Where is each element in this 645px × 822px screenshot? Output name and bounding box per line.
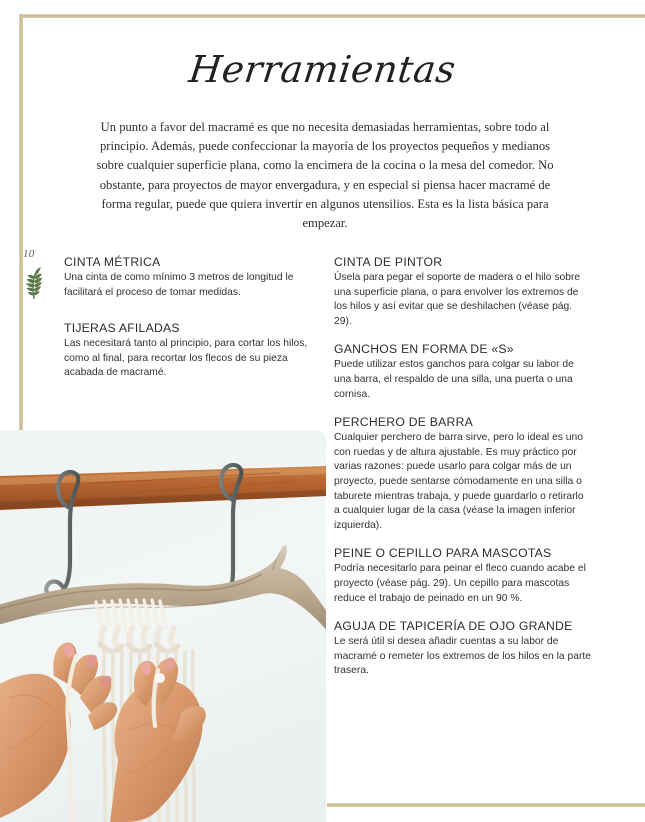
tool-heading: PERCHERO DE BARRA — [334, 415, 474, 430]
tool-heading: TIJERAS AFILADAS — [64, 321, 180, 336]
tool-body: Úsela para pegar el soporte de madera o el hilo sobre una superficie plana, o para envolver los extremos de los hilos y así evitar que se deshilachen (véase pág. 29). — [334, 272, 581, 327]
fern-leaf-icon — [19, 266, 49, 300]
intro-paragraph: Un punto a favor del macramé es que no necesita demasiadas herramientas, sobre todo al principio. Además, puede confeccionar la mayoría de los proyectos pequeños y medianos sobre cualquier superficie plana, como la encimera de la cocina o la mesa del comedor. No obstante, para proyectos de mayor envergadura, y en especial si piensa hacer macramé de forma regular, puede que quiera invertir en algunos utensilios. Esta es la lista básica para empezar. — [96, 120, 554, 231]
left-column — [64, 255, 316, 381]
tool-body: Le será útil si desea añadir cuentas a su labor de macramé o remeter los extremos de los hilos en la parte trasera. — [334, 636, 591, 677]
tool-body: Podría necesitarlo para peinar el fleco cuando acabe el proyecto (véase pág. 29). Un cepillo para mascotas reduce el trabajo de peinado en un 90 %. — [334, 563, 586, 604]
tool-heading: AGUJA DE TAPICERÍA DE OJO GRANDE — [334, 619, 573, 634]
page-title: Herramientas — [186, 48, 459, 91]
tool-heading: CINTA MÉTRICA — [64, 255, 161, 269]
top-border-rule — [19, 14, 645, 18]
bottom-border-rule — [327, 803, 645, 807]
tool-entry — [334, 342, 592, 402]
tool-entry — [64, 321, 316, 381]
right-column — [334, 255, 592, 679]
macrame-process-photo — [0, 430, 326, 822]
tool-heading: PEINE O CEPILLO PARA MASCOTAS — [334, 546, 552, 561]
tool-entry — [334, 255, 592, 329]
tool-body: Las necesitará tanto al principio, para cortar los hilos, como al final, para recortar los flecos de su pieza acabada de macramé. — [64, 338, 308, 379]
tool-body: Una cinta de como mínimo 3 metros de longitud le facilitará el proceso de tomar medidas. — [64, 272, 294, 298]
tool-heading: GANCHOS EN FORMA DE «S» — [334, 342, 514, 357]
page-number: 10 — [23, 248, 35, 260]
tool-entry — [334, 546, 592, 606]
tool-entry — [334, 619, 592, 679]
tool-body: Puede utilizar estos ganchos para colgar su labor de una barra, el respaldo de una silla, una puerta o una cornisa. — [334, 359, 574, 400]
tool-body: Cualquier perchero de barra sirve, pero lo ideal es uno con ruedas y de altura ajustable. Es muy práctico por varias razones: puede usarlo para colgar más de un proyecto, puede sentarse cómodamente en una silla o taburete mientras trabaja, y puede guardarlo o retirarlo a cualquier lugar de la casa (véase la imagen inferior izquierda). — [334, 432, 584, 531]
tool-entry — [334, 415, 592, 533]
tool-heading: CINTA DE PINTOR — [334, 255, 443, 269]
tool-entry — [64, 255, 316, 300]
